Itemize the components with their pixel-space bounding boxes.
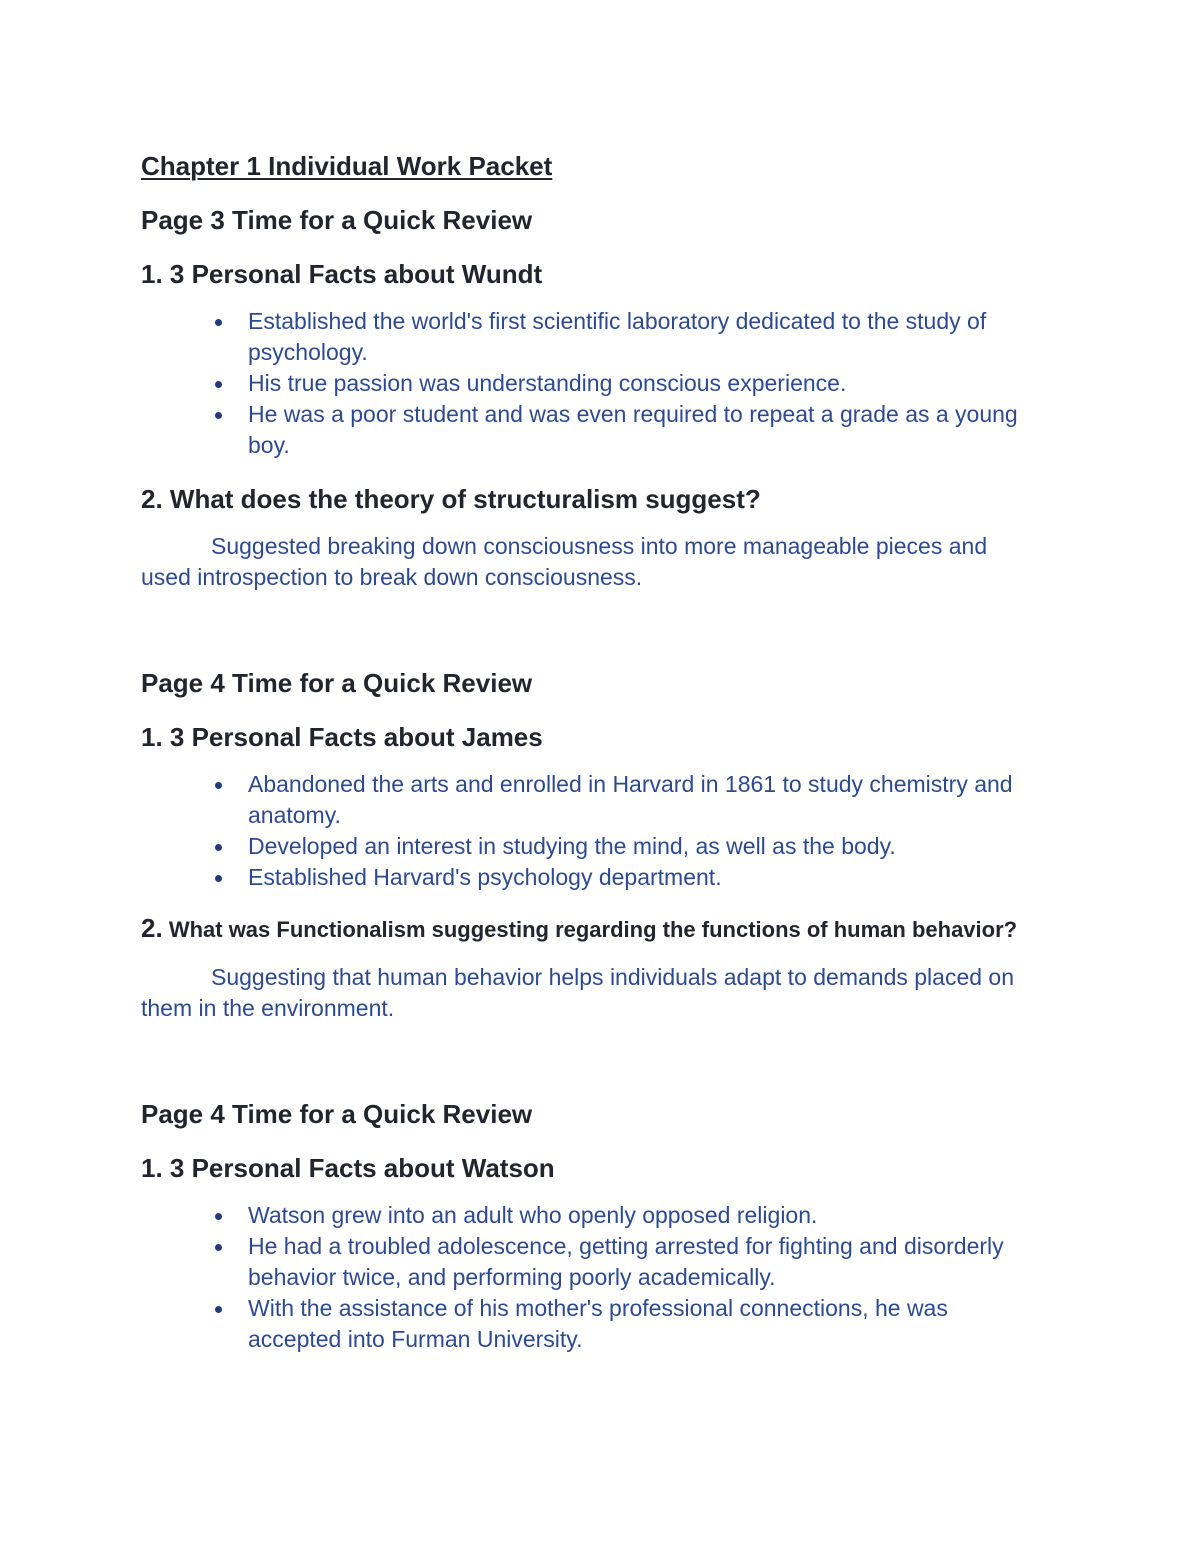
list-item: Watson grew into an adult who openly opposed religion. <box>248 1200 1041 1231</box>
list-item: Established the world's first scientific laboratory dedicated to the study of psychology. <box>248 306 1041 368</box>
list-item: His true passion was understanding conscious experience. <box>248 368 1041 399</box>
bullet-icon <box>215 1244 222 1251</box>
list-item: With the assistance of his mother's professional connections, he was accepted into Furman University. <box>248 1293 1041 1355</box>
question-james-facts: 1. 3 Personal Facts about James <box>141 722 543 752</box>
bullet-icon <box>215 844 222 851</box>
bullet-icon <box>215 1306 222 1313</box>
answer-structuralism: Suggested breaking down consciousness into more manageable pieces and used introspection to break down consciousness. <box>141 533 988 590</box>
list-item: Abandoned the arts and enrolled in Harvard in 1861 to study chemistry and anatomy. <box>248 769 1041 831</box>
bullet-icon <box>215 381 222 388</box>
document-title: Chapter 1 Individual Work Packet <box>141 151 553 181</box>
question-structuralism: 2. What does the theory of structuralism suggest? <box>141 484 761 514</box>
question-functionalism-text: What was Functionalism suggesting regarding the functions of human behavior? <box>168 917 1018 942</box>
question-watson-facts: 1. 3 Personal Facts about Watson <box>141 1153 555 1183</box>
bullet-icon <box>215 875 222 882</box>
james-facts-list <box>141 769 1041 893</box>
bullet-icon <box>215 1213 222 1220</box>
answer-functionalism: Suggesting that human behavior helps individuals adapt to demands placed on them in the environment. <box>141 964 1015 1021</box>
wundt-facts-list <box>141 306 1041 461</box>
list-item: He had a troubled adolescence, getting arrested for fighting and disorderly behavior twice, and performing poorly academically. <box>248 1231 1041 1293</box>
question-wundt-facts: 1. 3 Personal Facts about Wundt <box>141 259 543 289</box>
section-heading-page-3: Page 3 Time for a Quick Review <box>141 205 533 235</box>
list-item: He was a poor student and was even required to repeat a grade as a young boy. <box>248 399 1041 461</box>
section-heading-page-4: Page 4 Time for a Quick Review <box>141 668 533 698</box>
bullet-icon <box>215 782 222 789</box>
bullet-icon <box>215 412 222 419</box>
list-item: Established Harvard's psychology department. <box>248 862 1041 893</box>
document-page <box>141 150 1041 1355</box>
list-item: Developed an interest in studying the mind, as well as the body. <box>248 831 1041 862</box>
question-functionalism <box>141 912 1041 946</box>
spacer <box>141 593 1041 645</box>
bullet-icon <box>215 319 222 326</box>
watson-facts-list <box>141 1200 1041 1355</box>
spacer <box>141 1024 1041 1076</box>
question-number: 2. <box>141 913 163 943</box>
section-heading-page-4-second: Page 4 Time for a Quick Review <box>141 1099 533 1129</box>
